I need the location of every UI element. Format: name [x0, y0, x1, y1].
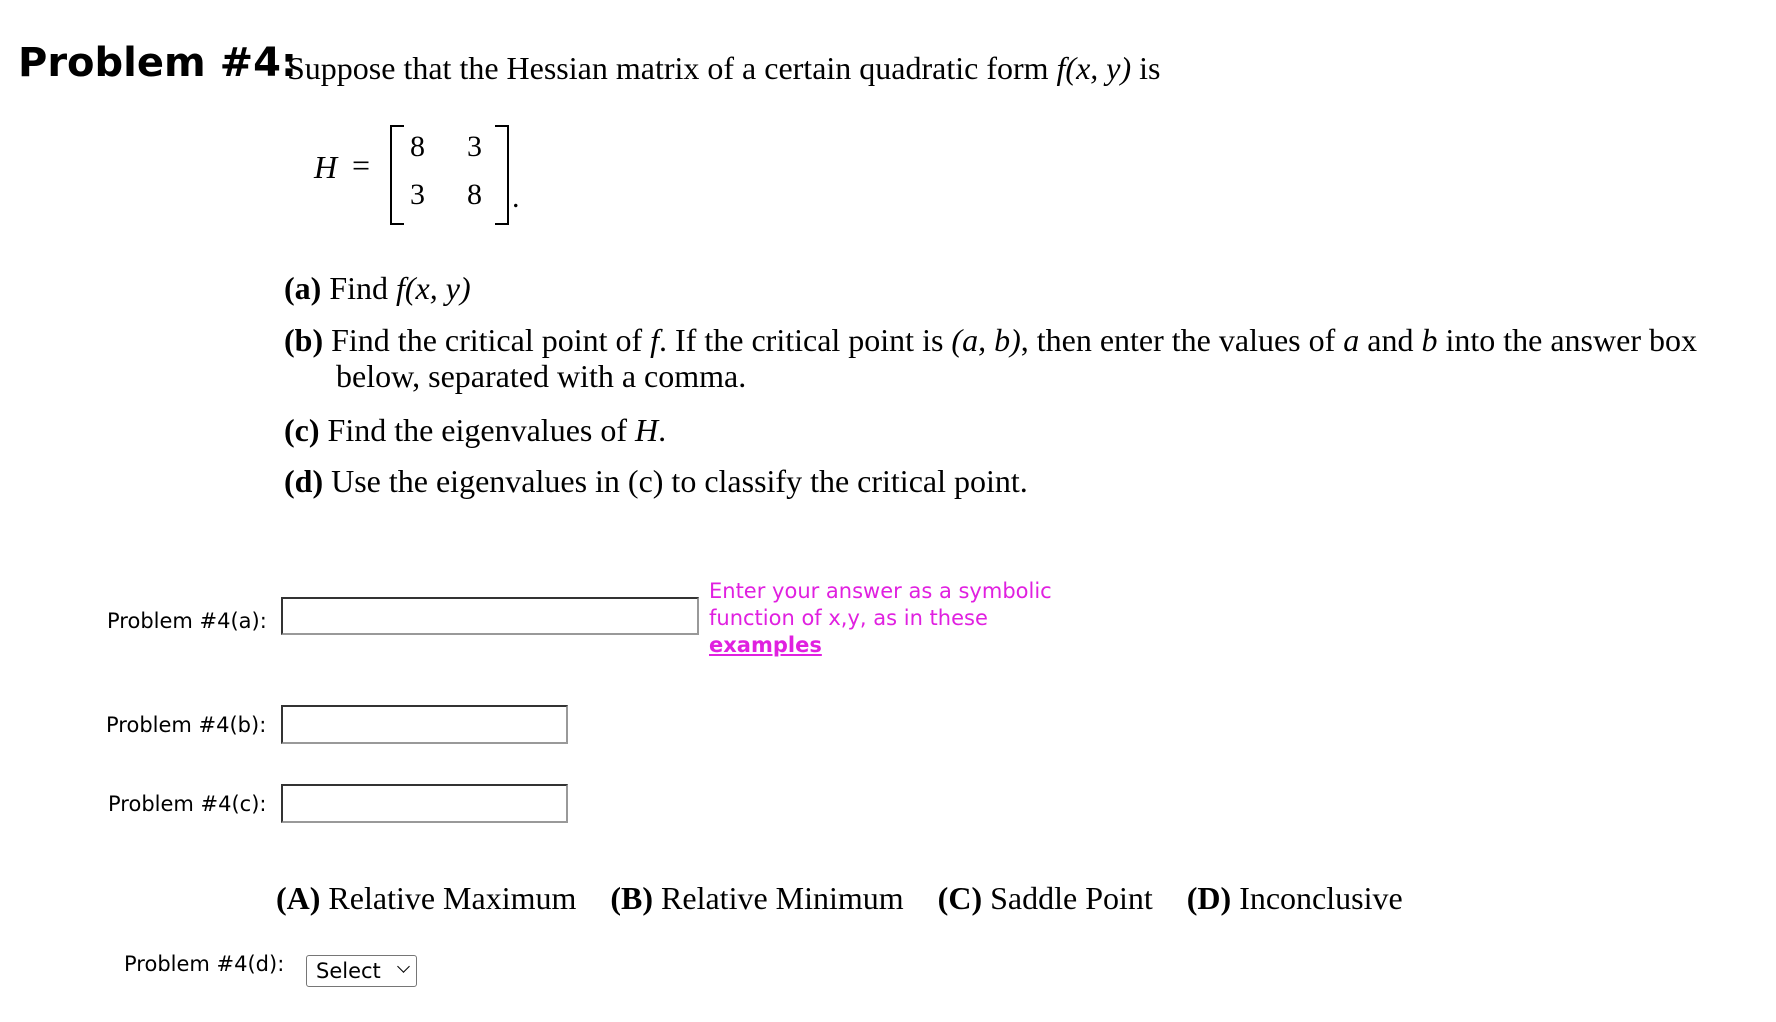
problem-intro — [287, 50, 1160, 87]
choice-key: (A) — [276, 880, 321, 916]
answer-a-label: Problem #4(a): — [107, 609, 267, 633]
part-b-f: f — [650, 322, 660, 358]
part-c-end: . — [658, 412, 667, 448]
part-c — [284, 412, 666, 449]
part-c-text: Find the eigenvalues of — [327, 412, 627, 448]
matrix-period: . — [512, 181, 520, 214]
choice-text: Relative Minimum — [661, 880, 904, 916]
part-b-text: . If the critical point is — [659, 322, 944, 358]
part-b-label: (b) — [284, 322, 324, 358]
part-d — [284, 463, 1028, 500]
answer-d-select[interactable] — [306, 955, 417, 987]
part-b-text: into the answer box — [1445, 322, 1697, 358]
select-value: Select — [316, 959, 381, 983]
hint-text: Enter your answer as a symbolic function of x,y, as in these — [709, 579, 1052, 630]
part-c-math: H — [635, 412, 659, 448]
answer-b-input[interactable] — [281, 705, 568, 744]
matrix-cell: 3 — [467, 130, 482, 163]
input-hint — [709, 578, 1109, 659]
intro-function: f(x, y) — [1056, 50, 1132, 86]
choice-key: (B) — [610, 880, 654, 916]
choice-text: Relative Maximum — [328, 880, 577, 916]
matrix-name: H — [314, 149, 338, 185]
part-a — [284, 270, 471, 307]
choice-key: (C) — [937, 880, 983, 916]
answer-d-label: Problem #4(d): — [124, 952, 285, 976]
part-b-b: b — [1421, 322, 1438, 358]
answer-c-input[interactable] — [281, 784, 568, 823]
matrix-cell: 8 — [410, 130, 425, 163]
matrix-equals: = — [352, 147, 371, 183]
part-b-and: and — [1367, 322, 1414, 358]
part-b-a: a — [1343, 322, 1360, 358]
part-d-label: (d) — [284, 463, 324, 499]
part-a-label: (a) — [284, 270, 322, 306]
choice-text: Saddle Point — [990, 880, 1153, 916]
matrix-cell: 3 — [410, 178, 425, 211]
part-b-text: , then enter the values of — [1020, 322, 1336, 358]
part-c-label: (c) — [284, 412, 320, 448]
choice-b — [610, 880, 903, 916]
choice-key: (D) — [1186, 880, 1232, 916]
matrix-cell: 8 — [467, 178, 482, 211]
intro-text: Suppose that the Hessian matrix of a certain quadratic form — [287, 50, 1049, 86]
classification-choices — [276, 880, 1429, 917]
matrix-right-bracket — [495, 125, 509, 225]
choice-d — [1187, 880, 1403, 916]
choice-text: Inconclusive — [1239, 880, 1403, 916]
part-a-text: Find — [329, 270, 388, 306]
part-a-math: f(x, y) — [396, 270, 471, 306]
choice-c — [938, 880, 1153, 916]
part-b-point: (a, b) — [951, 322, 1021, 358]
matrix-left-bracket — [390, 125, 404, 225]
hessian-matrix — [314, 125, 520, 225]
part-b-text: Find the critical point of — [331, 322, 643, 358]
examples-link[interactable]: examples — [709, 633, 822, 657]
chevron-down-icon — [397, 960, 410, 973]
intro-is: is — [1139, 50, 1161, 86]
choice-a — [276, 880, 576, 916]
part-d-text: Use the eigenvalues in (c) to classify the critical point. — [331, 463, 1028, 499]
part-b — [284, 322, 1697, 359]
answer-a-input[interactable] — [281, 597, 699, 635]
part-b-line2: below, separated with a comma. — [336, 358, 747, 394]
answer-b-label: Problem #4(b): — [106, 713, 267, 737]
answer-c-label: Problem #4(c): — [108, 792, 267, 816]
problem-title: Problem #4: — [18, 40, 297, 86]
